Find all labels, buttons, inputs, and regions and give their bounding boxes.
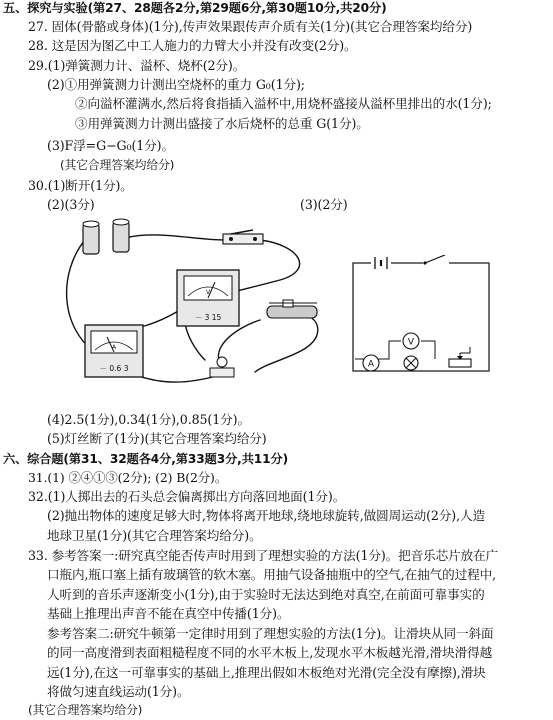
svg-text:A: A — [367, 359, 375, 370]
physical-circuit-figure — [55, 210, 335, 400]
q33-line-4: 基础上推理出声音不能在真空中传播(1分)。 — [47, 606, 290, 621]
q30-label-2: (2)(3分) — [47, 197, 95, 212]
circuit-schematic — [345, 255, 495, 385]
battery-symbol-icon — [371, 257, 391, 269]
q30-line-4: (4)2.5(1分),0.34(1分),0.85(1分)。 — [47, 412, 250, 427]
q32-line-2: (2)抛出物体的速度足够大时,物体将离开地球,绕地球旋转,做圆周运动(2分),人造 — [47, 508, 485, 523]
q30-label-3: (3)(2分) — [300, 197, 348, 212]
ammeter-letter: A — [111, 344, 117, 351]
ammeter-symbol-icon — [363, 355, 379, 371]
q30-line-1: 30.(1)断开(1分)。 — [28, 178, 133, 193]
q33-line-2: 口瓶内,瓶口塞上插有玻璃管的软木塞。用抽气设备抽瓶中的空气,在抽气的过程中, — [47, 567, 496, 582]
q29-line-1: 29.(1)弹簧测力计、溢杯、烧杯(2分)。 — [28, 58, 246, 73]
voltmeter-letter: V — [205, 289, 211, 296]
voltmeter-scale: － 3 15 — [194, 313, 222, 322]
q29-line-2: (2)①用弹簧测力计测出空烧杯的重力 G₀(1分); — [47, 77, 305, 92]
q33-line-6: 的同一高度滑到表面粗糙程度不同的水平木板上,发现水平木板越光滑,滑块滑得越 — [47, 645, 493, 660]
q29-note: (其它合理答案均给分) — [60, 158, 175, 172]
svg-text:V: V — [407, 337, 415, 348]
q33-line-1: 33. 参考答案一:研究真空能否传声时用到了理想实验的方法(1分)。把音乐芯片放在广 — [28, 548, 499, 563]
q33-line-5: 参考答案二:研究牛顿第一定律时用到了理想实验的方法(1分)。让滑块从同一斜面 — [47, 626, 494, 641]
q32-line-1: 32.(1)人掷出去的石头总会偏离掷出方向落回地面(1分)。 — [28, 489, 346, 504]
q31-answer: 31.(1) ②④①③(2分); (2) B(2分)。 — [28, 470, 228, 485]
ammeter-scale: － 0.6 3 — [99, 364, 129, 373]
lamp-icon — [210, 357, 234, 377]
voltmeter-icon — [177, 270, 239, 326]
switch-symbol-icon — [423, 255, 449, 267]
q30-line-5: (5)灯丝断了(1分)(其它合理答案均给分) — [47, 431, 267, 446]
rheostat-symbol-icon — [449, 347, 471, 367]
q29-line-3: ②向溢杯灌满水,然后将食指插入溢杯中,用烧杯盛接从溢杯里排出的水(1分); — [75, 96, 492, 111]
q33-note: (其它合理答案均给分) — [28, 703, 143, 717]
ammeter-icon — [85, 325, 143, 377]
section-five-header: 五、探究与实验(第27、28题各2分,第29题6分,第30题10分,共20分) — [3, 1, 387, 15]
switch-icon — [223, 230, 263, 244]
lamp-symbol-icon — [404, 356, 418, 370]
voltmeter-symbol-icon — [403, 333, 419, 349]
q33-line-8: 将做匀速直线运动(1分)。 — [47, 684, 190, 699]
battery-left-icon — [83, 221, 99, 254]
q27-answer: 27. 固体(骨骼或身体)(1分),传声效果跟传声介质有关(1分)(其它合理答案均给分) — [28, 19, 473, 34]
q28-answer: 28. 这是因为图乙中工人施力的力臂大小并没有改变(2分)。 — [28, 38, 357, 53]
q33-line-3: 人听到的音乐声逐渐变小(1分),由于实验时无法达到绝对真空,在前面可靠事实的 — [47, 587, 485, 602]
battery-right-icon — [113, 219, 129, 252]
q29-line-4: ③用弹簧测力计测出盛接了水后烧杯的总重 G(1分)。 — [75, 116, 369, 131]
q32-line-3: 地球卫星(1分)(其它合理答案均给分)。 — [47, 528, 262, 543]
section-six-header: 六、综合题(第31、32题各4分,第33题3分,共11分) — [3, 452, 289, 466]
rheostat-icon — [267, 300, 317, 318]
q33-line-7: 远(1分),在这一可靠事实的基础上,推理出假如木板绝对光滑(完全没有摩擦),滑块 — [47, 665, 486, 680]
q29-line-5: (3)F浮=G−G₀(1分)。 — [47, 138, 174, 153]
